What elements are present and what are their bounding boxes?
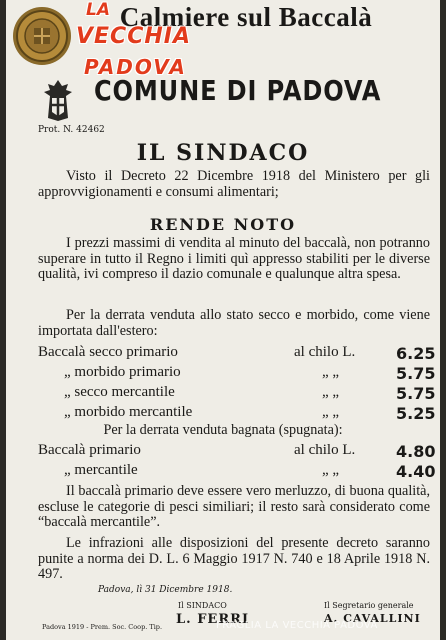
watermark-la: LA	[86, 0, 110, 20]
price-row	[38, 404, 436, 423]
sindaco-title: IL SINDACO	[136, 140, 310, 166]
paragraph-dry: Per la derrata venduta allo stato secco e morbido, come viene importata dall'estero:	[38, 307, 430, 339]
headline: Calmiere sul Baccalà	[119, 2, 373, 32]
price-row	[38, 462, 436, 481]
watermark-padova: PADOVA	[84, 55, 187, 79]
product-name: „ morbido mercantile	[64, 404, 193, 420]
price-row	[38, 364, 436, 383]
padova-crest	[40, 78, 76, 122]
product-name: Baccalà secco primario	[38, 344, 178, 360]
price-row	[38, 384, 436, 403]
paragraph-penalties: Le infrazioni alle disposizioni del presente decreto saranno punite a norma dei D. L. 6 Maggio 1917 N. 740 e 18 Aprile 1918 N. 497.	[38, 535, 430, 582]
price-value: 6.25	[396, 344, 436, 363]
price-value: 5.25	[396, 404, 436, 423]
intro-paragraph: Visto il Decreto 22 Dicembre 1918 del Ministero per gli approvvigionamenti e consumi alimentari;	[38, 168, 430, 200]
printer-credit: Padova 1919 - Prem. Soc. Coop. Tip.	[42, 623, 163, 631]
segretario-name: A. CAVALLINI	[324, 612, 421, 625]
product-name: „ secco mercantile	[64, 384, 175, 400]
coat-of-arms-icon	[40, 78, 76, 122]
price-unit: „ „	[322, 384, 340, 400]
comune-title: COMUNE DI PADOVA	[94, 74, 382, 107]
price-unit: al chilo L.	[294, 442, 356, 458]
price-unit: „ „	[322, 462, 340, 478]
price-value: 5.75	[396, 364, 436, 383]
sindaco-label: Il SINDACO	[178, 601, 227, 610]
price-row	[38, 442, 436, 461]
paragraph-quality: Il baccalà primario deve essere vero merluzzo, di buona qualità, escluse le categorie di pesci similiari; il resto sarà considerato come “baccalà mercantile”.	[38, 483, 430, 530]
product-name: Baccalà primario	[38, 442, 141, 458]
price-row	[38, 344, 436, 363]
price-unit: „ „	[322, 364, 340, 380]
price-value: 5.75	[396, 384, 436, 403]
sindaco-name: L. FERRI	[176, 612, 250, 627]
segretario-label: Il Segretario generale	[324, 601, 414, 610]
rende-noto-heading: RENDE NOTO	[149, 215, 297, 234]
date-line: Padova, lì 31 Dicembre 1918.	[98, 585, 233, 595]
protocol-number: Prot. N. 42462	[38, 125, 105, 135]
wet-heading: Per la derrata venduta bagnata (spugnata):	[103, 422, 343, 438]
price-value: 4.80	[396, 442, 436, 461]
poster-sheet	[6, 0, 440, 640]
price-value: 4.40	[396, 462, 436, 481]
price-unit: al chilo L.	[294, 344, 356, 360]
paragraph-limits: I prezzi massimi di vendita al minuto del baccalà, non potranno superare in tutto il Regno i limiti quì appresso stabiliti per le diverse qualità, ivi compreso il dazio comunale e qualunque altra spesa.	[38, 235, 430, 282]
price-unit: „ „	[322, 404, 340, 420]
watermark-vecchia: VECCHIA	[76, 24, 191, 49]
product-name: „ morbido primario	[64, 364, 181, 380]
footer-watermark: FRAGLIA LA VECCHIA PADOVA	[216, 620, 378, 631]
product-name: „ mercantile	[64, 462, 138, 478]
